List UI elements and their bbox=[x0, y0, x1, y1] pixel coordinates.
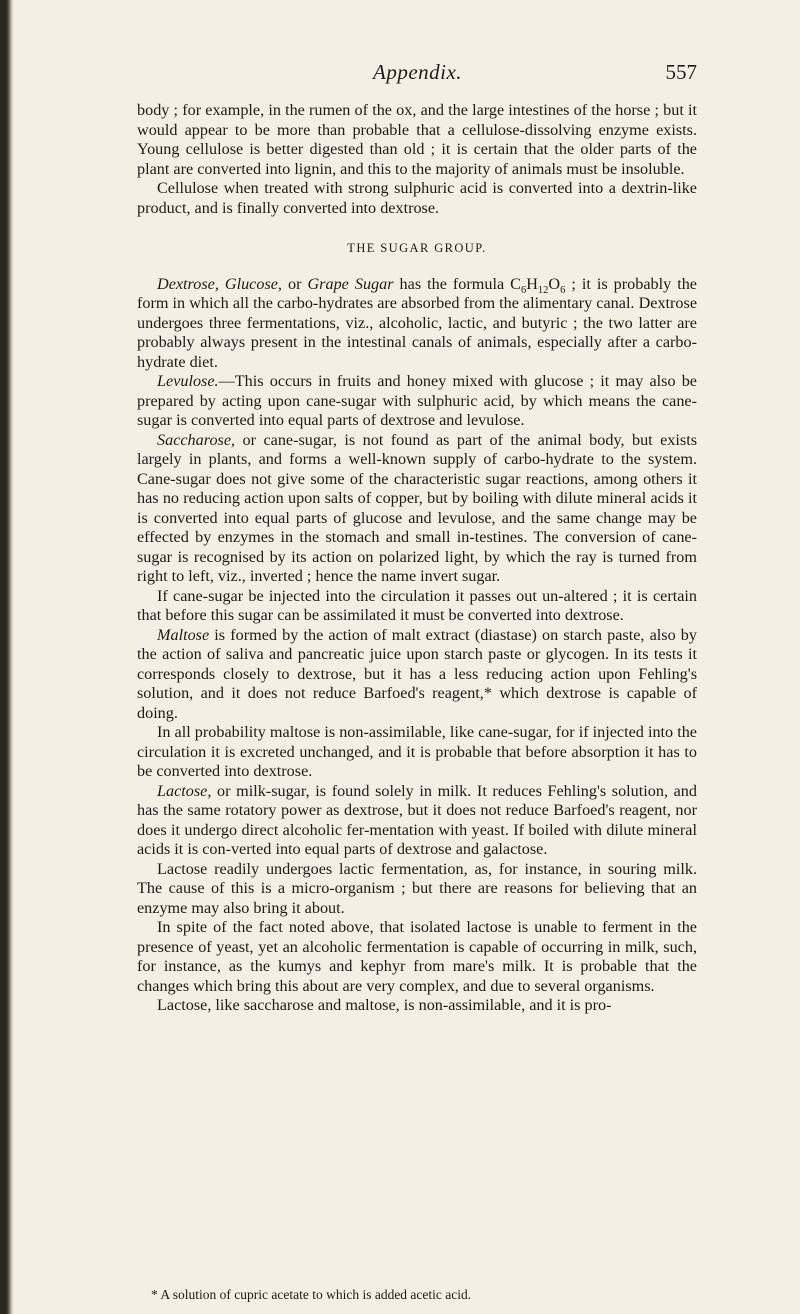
text-levulose-body: —This occurs in fruits and honey mixed with glucose ; it may also be prepared by acting upon cane-sugar with sulphuric acid, by which means the cane-sugar is converted into equal parts of dextrose and levulose. bbox=[137, 372, 697, 429]
paragraph-maltose-assimilation: In all probability maltose is non-assimilable, like cane-sugar, for if injected into the circulation it is excreted unchanged, and it is probable that before absorption it has to be converted into dextrose. bbox=[137, 723, 697, 780]
text-maltose-body: is formed by the action of malt extract (diastase) on starch paste, also by the action of saliva and pancreatic juice upon starch paste or glycogen. In its tests it corresponds closely to dextrose, but it has a less reducing action upon Fehling's solution, and it does not reduce Barfoed's reagent,* which dextrose is capable of doing. bbox=[137, 625, 697, 722]
body-text bbox=[137, 101, 697, 1016]
section-heading-sugar-group: THE SUGAR GROUP. bbox=[347, 241, 487, 255]
text-lactose-body: or milk-sugar, is found solely in milk. It reduces Fehling's solution, and has the same rotatory power as dextrose, but it does not reduce Barfoed's reagent, nor does it undergo direct alcoholic fer-mentation with yeast. If boiled with dilute mineral acids it is con-verted into equal parts of dextrose and galactose. bbox=[137, 781, 697, 858]
formula-subscript-hydrogen: 12 bbox=[537, 284, 549, 296]
book-page bbox=[137, 0, 697, 1314]
paragraph-cellulose-sulphuric-acid: Cellulose when treated with strong sulphuric acid is converted into a dextrin-like product, and is finally converted into dextrose. bbox=[137, 179, 697, 217]
text-dextrose-or: or bbox=[281, 274, 308, 293]
term-dextrose: Dextrose, Glucose, bbox=[157, 274, 282, 293]
paragraph-saccharose bbox=[137, 431, 697, 587]
paragraph-levulose bbox=[137, 372, 697, 431]
footnote: * A solution of cupric acetate to which is added acetic acid. bbox=[151, 1287, 472, 1302]
page-header bbox=[137, 60, 697, 90]
book-binding-edge bbox=[0, 0, 14, 1314]
text-formula-intro: has the formula C bbox=[393, 274, 521, 293]
paragraph-maltose bbox=[137, 626, 697, 724]
formula-oxygen: O bbox=[548, 274, 561, 293]
running-head: Appendix. bbox=[373, 60, 463, 84]
paragraph-lactic-fermentation: Lactose readily undergoes lactic fermentation, as, for instance, in souring milk. The cause of this is a micro-organism ; but there are reasons for believing that an enzyme may also bring it about. bbox=[137, 859, 697, 917]
formula-subscript-carbon: 6 bbox=[520, 284, 527, 296]
paragraph-cellulose-digestion: body ; for example, in the rumen of the ox, and the large intestines of the horse ; but it would appear to be more than probable that a cellulose-dissolving enzyme exists. Young cellulose is better digested than old ; it is certain that the older parts of the plant are converted into lignin, and this to the majority of animals must be insoluble. bbox=[137, 101, 697, 178]
page-number: 557 bbox=[665, 60, 697, 84]
formula-subscript-oxygen: 6 bbox=[560, 284, 566, 296]
paragraph-alcoholic-fermentation: In spite of the fact noted above, that isolated lactose is unable to ferment in the presence of yeast, yet an alcoholic fermentation is capable of occurring in milk, such, for instance, as the kumys and kephyr from mare's milk. It is probable that the changes which bring this about are very complex, and due to several organisms. bbox=[137, 918, 697, 995]
term-levulose: Levulose. bbox=[157, 372, 219, 390]
term-lactose: Lactose, bbox=[157, 781, 212, 800]
term-maltose: Maltose bbox=[157, 625, 210, 644]
term-saccharose: Saccharose, bbox=[157, 430, 236, 449]
paragraph-lactose-non-assimilable: Lactose, like saccharose and maltose, is non-assimilable, and it is pro- bbox=[157, 996, 612, 1014]
text-saccharose-body: or cane-sugar, is not found as part of the animal body, but exists largely in plants, and forms a well-known supply of carbo-hydrate to the system. Cane-sugar does not give some of the characteristic sugar reactions, among others it has no reducing action upon salts of copper, but by boiling with dilute mineral acids it is converted into equal parts of glucose and levulose, and the same change may be effected by enzymes in the stomach and small in-testines. The conversion of cane-sugar is recognised by its action on polarized light, by which the ray is turned from right to left, viz., inverted ; hence the name invert sugar. bbox=[137, 430, 697, 585]
text-dextrose-body: ; it is probably the form in which all the carbo-hydrates are absorbed from the alimentary canal. Dextrose undergoes three fermentations, viz., alcoholic, lactic, and butyric ; the two latter are probably always present in the intestinal canals of animals, especially after a carbo-hydrate diet. bbox=[137, 274, 697, 371]
paragraph-cane-sugar-injection: If cane-sugar be injected into the circulation it passes out un-altered ; it is certain that before this sugar can be assimilated it must be converted into dextrose. bbox=[137, 586, 697, 624]
term-grape-sugar: Grape Sugar bbox=[307, 274, 394, 293]
paragraph-dextrose bbox=[137, 275, 697, 373]
formula-hydrogen: H bbox=[526, 274, 538, 293]
paragraph-lactose bbox=[137, 782, 697, 860]
